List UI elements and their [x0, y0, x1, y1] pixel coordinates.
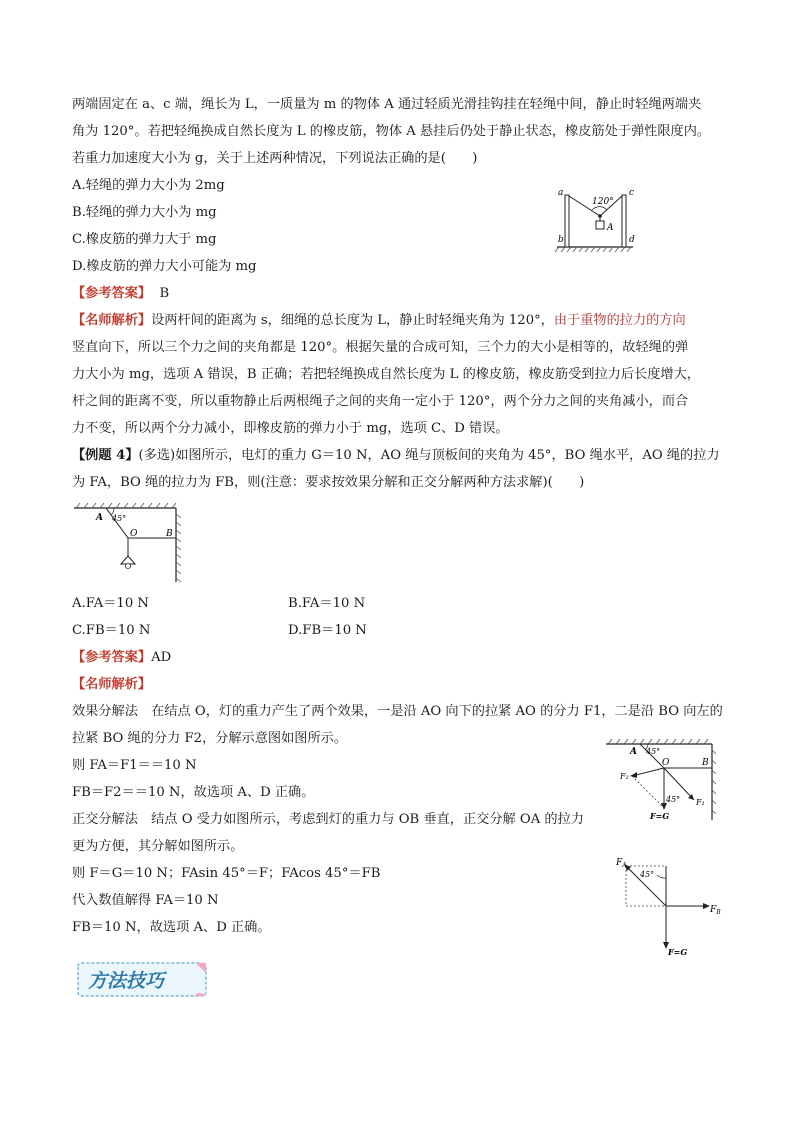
label-A: A — [630, 747, 637, 757]
q4-option-c: C.FB＝10 N — [72, 623, 151, 638]
q4-method2-line-5: FB＝10 N，故选项 A、D 正确。 — [72, 920, 271, 935]
q3-analysis-line-4: 杆之间的距离不变，所以重物静止后两根绳子之间的夹角一定小于 120°，两个分力之间的夹角减小，而合 — [72, 394, 689, 409]
label-F1: F₁ — [696, 798, 705, 807]
q4-option-b: B.FA＝10 N — [288, 596, 366, 611]
q4-method1-line-2: 拉紧 BO 绳的分力 F2，分解示意图如图所示。 — [72, 731, 348, 746]
answer-value: B — [159, 286, 170, 301]
q3-analysis-line-3: 力大小为 mg，选项 A 错误，B 正确；若把轻绳换成自然长度为 L 的橡皮筋，橡皮筋受到拉力后长度增大， — [72, 367, 700, 382]
q4-orthogonal-decomposition-figure — [612, 853, 724, 958]
q3-option-c: C.橡皮筋的弹力大于 mg — [72, 232, 217, 247]
analysis-tag: 【名师解析】 — [72, 313, 152, 328]
q3-answer — [72, 285, 169, 303]
q4-method2-line-4: 代入数值解得 FA＝10 N — [72, 893, 219, 908]
q4-title — [72, 447, 720, 465]
label-F2: F₂ — [620, 772, 629, 781]
angle-label: 120° — [592, 197, 614, 207]
label-O: O — [130, 529, 138, 539]
label-d: d — [629, 235, 635, 245]
q4-effect-decomposition-figure — [604, 738, 716, 822]
label-FB: $F_B$ — [710, 905, 721, 916]
answer-tag: 【参考答案】 — [72, 650, 152, 665]
q4-method2-line-3: 则 F＝G＝10 N；FAsin 45°＝F；FAcos 45°＝FB — [72, 866, 381, 881]
analysis-highlight: 由于重物的拉力的方向 — [553, 313, 686, 328]
label-a: a — [558, 188, 564, 198]
label-FG: F=G — [650, 811, 670, 821]
label-FA: $F_A$ — [616, 858, 627, 869]
q4-option-d: D.FB＝10 N — [288, 623, 367, 638]
answer-tag: 【参考答案】 — [72, 286, 152, 301]
q3-analysis-line-1 — [72, 312, 686, 330]
q3-option-b: B.轻绳的弹力大小为 mg — [72, 205, 217, 220]
example-tag: 【例题 4】 — [72, 448, 139, 463]
analysis-text: 设两杆间的距离为 s，细绳的总长度为 L，静止时轻绳夹角为 120°， — [151, 313, 554, 328]
angle-45: 45° — [640, 870, 655, 879]
label-B: B — [702, 758, 709, 768]
q3-rope-figure — [545, 183, 645, 255]
label-c: c — [629, 188, 635, 198]
angle-45: 45° — [112, 514, 127, 523]
q3-option-d: D.橡皮筋的弹力大小可能为 mg — [72, 259, 257, 274]
q3-stem-line-1: 两端固定在 a、c 端，绳长为 L，一质量为 m 的物体 A 通过轻质光滑挂钩挂在轻绳中间，静止时轻绳两端夹 — [72, 97, 702, 112]
label-FG: F=G — [668, 947, 688, 957]
q3-stem-line-3: 若重力加速度大小为 g，关于上述两种情况，下列说法正确的是( ) — [72, 151, 478, 166]
q4-method2-line-1: 正交分解法 结点 O 受力如图所示，考虑到灯的重力与 OB 垂直，正交分解 OA 的拉力 — [72, 812, 584, 827]
q4-analysis-tag — [72, 676, 151, 694]
banner-title: 方法技巧 — [88, 970, 165, 992]
q4-method1-line-4: FB＝F2＝＝10 N，故选项 A、D 正确。 — [72, 785, 315, 800]
label-A: A — [96, 513, 103, 523]
answer-value: AD — [151, 650, 172, 665]
q3-analysis-line-2: 竖直向下，所以三个力之间的夹角都是 120°。根据矢量的合成可知，三个力的大小是相等的，故轻绳的弹 — [72, 340, 689, 355]
label-O: O — [662, 758, 670, 768]
label-b: b — [558, 235, 564, 245]
q4-stem-line-2: 为 FA，BO 绳的拉力为 FB，则(注意：要求按效果分解和正交分解两种方法求解)( ) — [72, 475, 585, 490]
method-tips-banner — [74, 960, 212, 1000]
q4-method1-line-3: 则 FA＝F1＝＝10 N — [72, 758, 197, 773]
angle-45: 45° — [646, 747, 661, 756]
q3-analysis-line-5: 力不变，所以两个分力减小，即橡皮筋的弹力小于 mg，选项 C、D 错误。 — [72, 421, 509, 436]
label-B: B — [166, 529, 173, 539]
q3-option-a: A.轻绳的弹力大小为 2mg — [72, 178, 225, 193]
q4-method1-line-1: 效果分解法 在结点 O，灯的重力产生了两个效果，一是沿 AO 向下的拉紧 AO 的分力 F1，二是沿 BO 向左的 — [72, 704, 723, 719]
q4-option-a: A.FA＝10 N — [72, 596, 149, 611]
analysis-tag: 【名师解析】 — [72, 677, 152, 692]
angle-45-lower: 45° — [666, 795, 681, 804]
q3-stem-line-2: 角为 120°。若把轻绳换成自然长度为 L 的橡皮筋，物体 A 悬挂后仍处于静止状态，橡皮筋处于弹性限度内。 — [72, 124, 711, 139]
mass-label: A — [607, 223, 614, 233]
q4-stem-1: (多选)如图所示，电灯的重力 G＝10 N，AO 绳与顶板间的夹角为 45°，BO 绳水平，AO 绳的拉力 — [138, 448, 720, 463]
q4-lamp-figure — [72, 502, 187, 584]
q4-answer — [72, 649, 171, 667]
q4-method2-line-2: 更为方便，其分解如图所示。 — [72, 839, 244, 854]
